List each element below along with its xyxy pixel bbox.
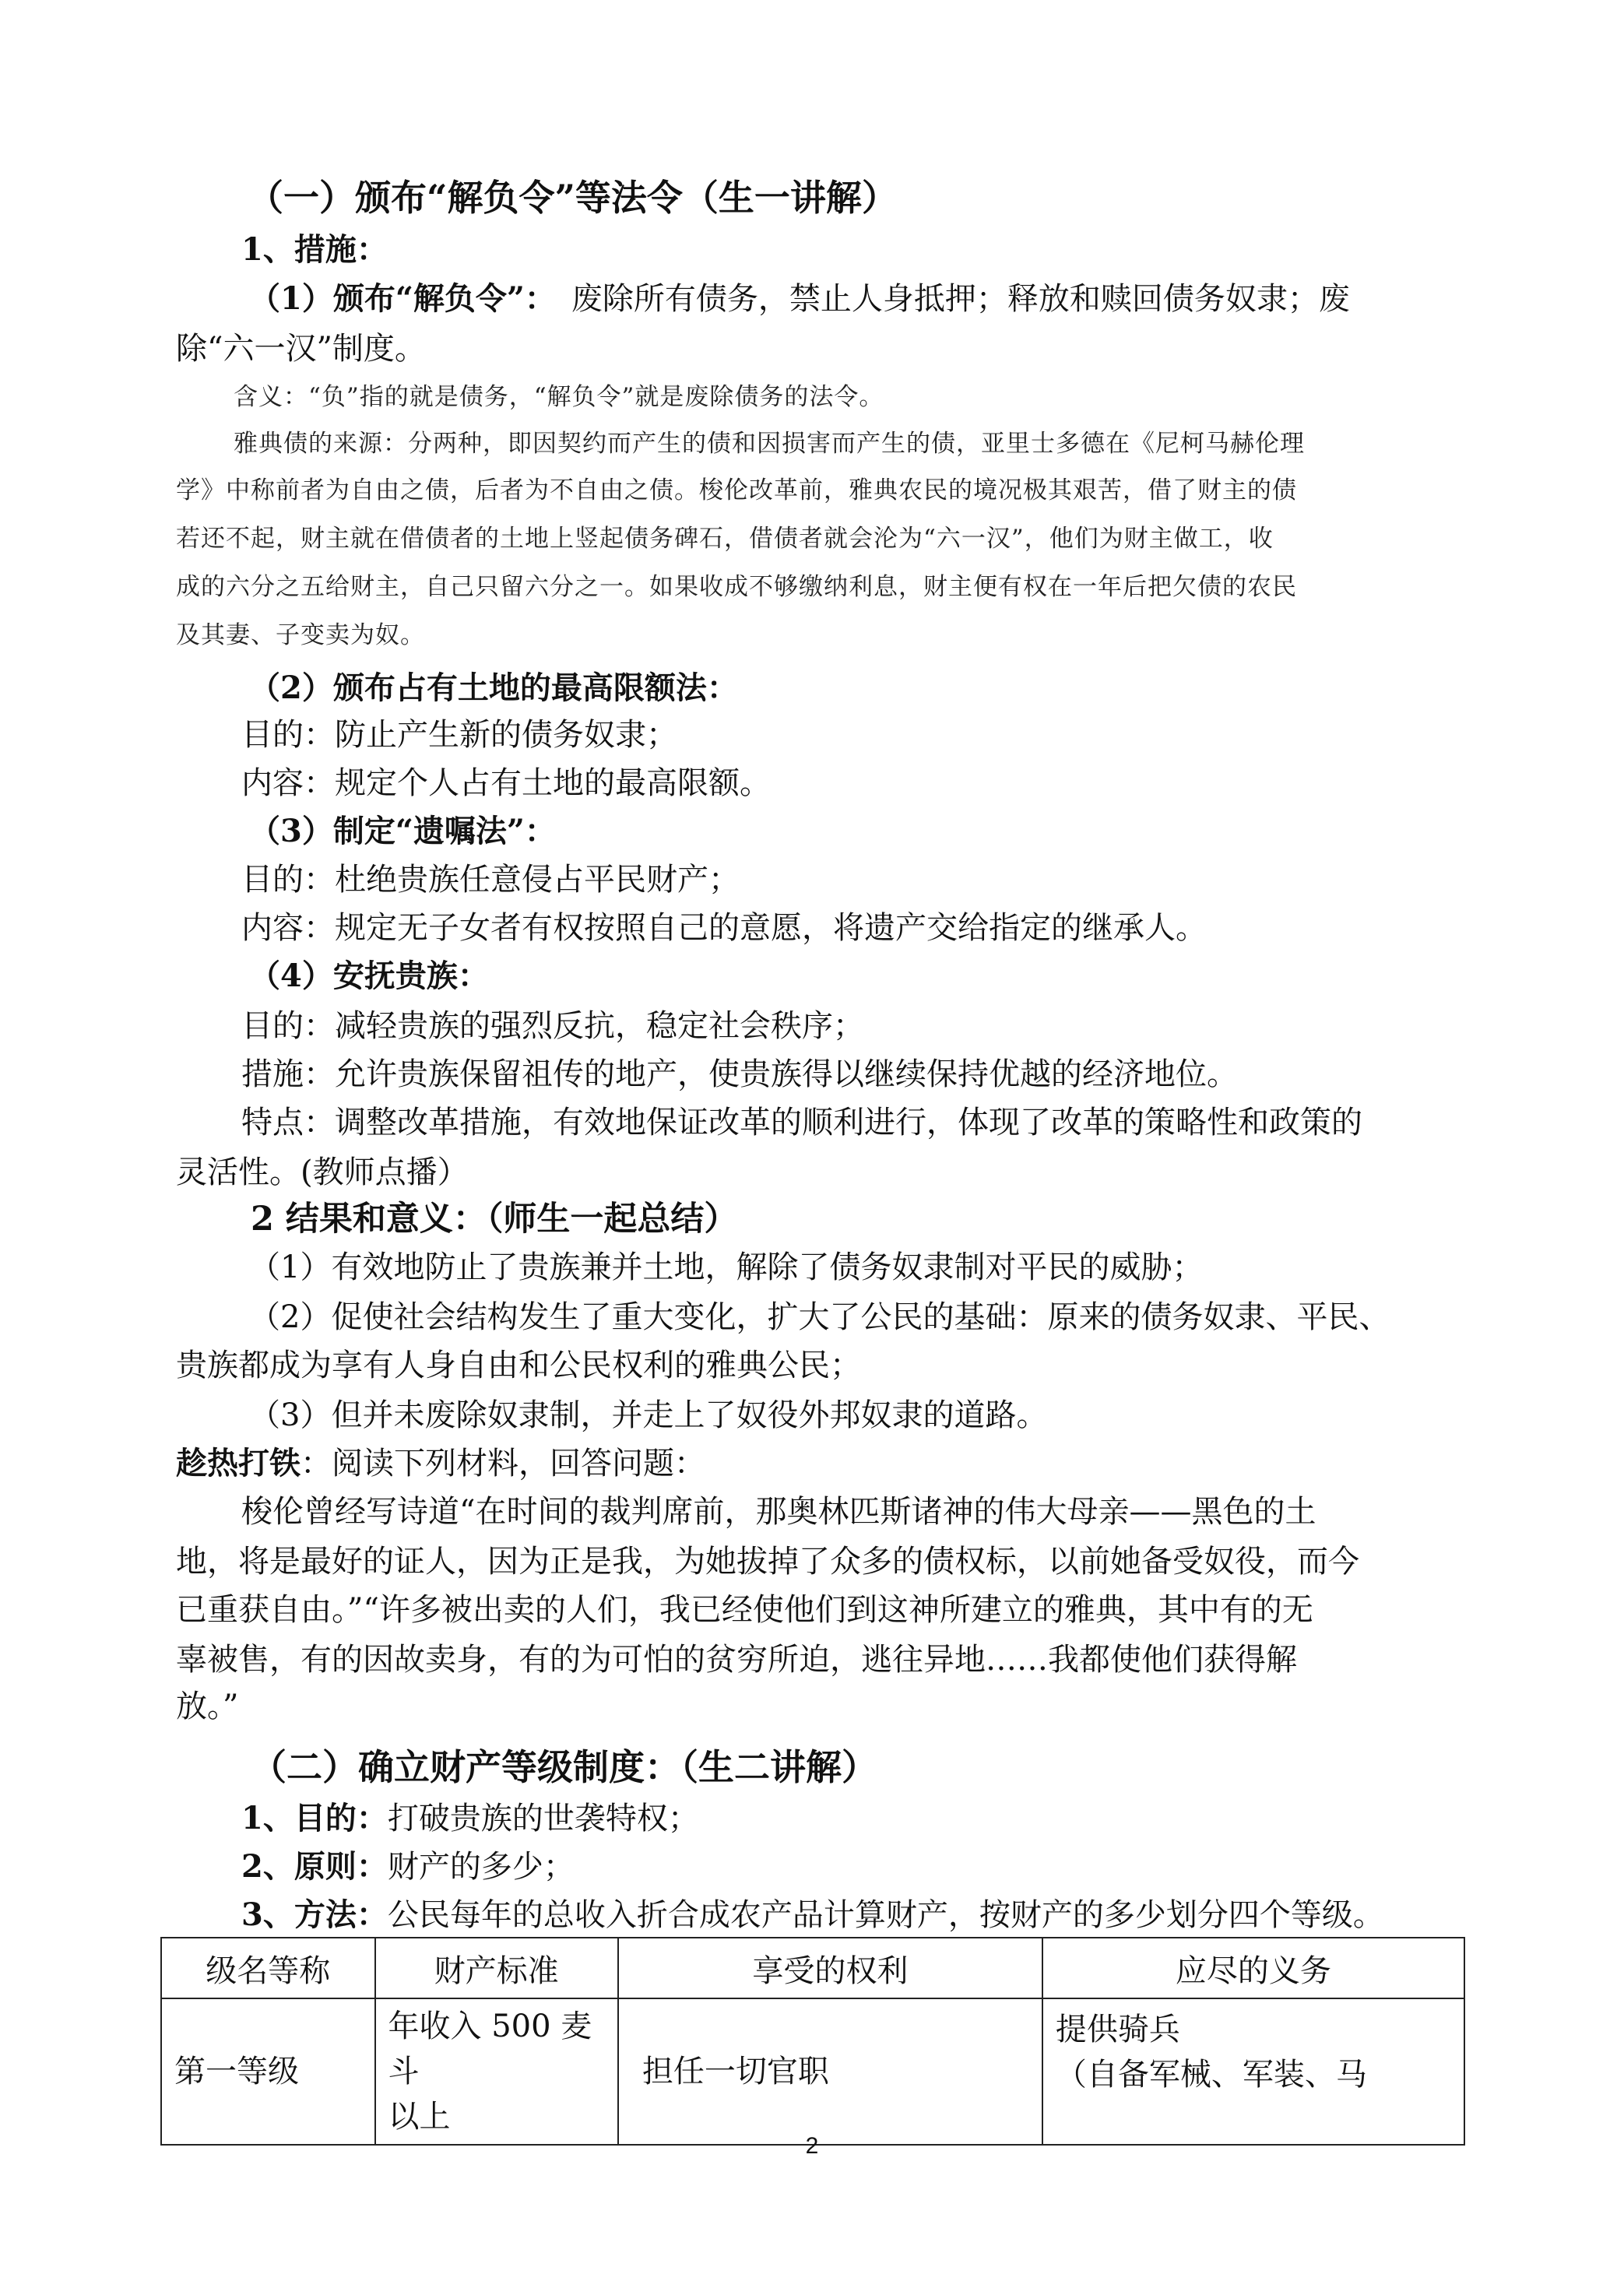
result-2-b: 贵族都成为享有人身自由和公民权利的雅典公民；: [176, 1348, 861, 1383]
exercise-line-4: 辜被售，有的因故卖身，有的为可怕的贫穷所迫，逃往异地……我都使他们获得解: [176, 1642, 1297, 1678]
exercise-line-1: 梭伦曾经写诗道“在时间的裁判席前，那奥林匹斯诸神的伟大母亲——黑色的土: [241, 1494, 1316, 1530]
source-line-1: 雅典债的来源：分两种，即因契约而产生的债和因损害而产生的债，亚里士多德在《尼柯马赫伦理: [234, 430, 1305, 458]
result-1: （1）有效地防止了贵族兼并土地，解除了债务奴隶制对平民的威胁；: [249, 1249, 1204, 1285]
standard-cell: [375, 1998, 618, 2145]
exercise-line-5: 放。”: [176, 1689, 239, 1724]
rights-cell: 担任一切官职: [618, 1998, 1042, 2145]
item3-title: （3）制定“遗嘱法”：: [249, 813, 556, 849]
principle-label: 2、原则：: [241, 1848, 388, 1885]
method-text: 公民每年的总收入折合成农产品计算财产，按财产的多少划分四个等级。: [387, 1897, 1384, 1933]
item4-feature-a: 特点：调整改革措施，有效地保证改革的顺利进行，体现了改革的策略性和政策的: [241, 1105, 1362, 1140]
item3-content: 内容：规定无子女者有权按照自己的意愿，将遗产交给指定的继承人。: [241, 910, 1207, 946]
method-line: [241, 1893, 1384, 1937]
method-label: 3、方法：: [241, 1896, 388, 1933]
table-header: 应尽的义务: [1042, 1938, 1464, 1998]
principle-line: [241, 1845, 575, 1889]
duty-line-b: （自备军械、军装、马: [1055, 2057, 1367, 2093]
table-header: 享受的权利: [618, 1938, 1042, 1998]
item1-line: [249, 277, 1350, 321]
item4-title: （4）安抚贵族：: [249, 958, 489, 994]
source-line-5: 及其妻、子变卖为奴。: [176, 621, 425, 649]
exercise-line-3: 已重获自由。”“许多被出卖的人们，我已经使他们到这神所建立的雅典，其中有的无: [176, 1592, 1313, 1628]
source-line-4: 成的六分之五给财主，自己只留六分之一。如果收成不够缴纳利息，财主便有权在一年后把欠债的农民: [176, 573, 1297, 601]
section2-heading: （二）确立财产等级制度：（生二讲解）: [251, 1746, 877, 1788]
measures-title: 1、措施：: [241, 231, 388, 268]
result-title: 2 结果和意义：（师生一起总结）: [251, 1200, 738, 1239]
table-header-row: [161, 1938, 1464, 1998]
item2-title: （2）颁布占有土地的最高限额法：: [249, 670, 738, 706]
meaning-note: 含义：“负”指的就是债务，“解负令”就是废除债务的法令。: [234, 383, 884, 411]
item4-feature-b: 灵活性。(教师点播）: [176, 1155, 469, 1190]
page-number: 2: [805, 2133, 819, 2159]
standard-line-b: 以上: [388, 2099, 451, 2135]
purpose-text: 打破贵族的世袭特权；: [387, 1801, 699, 1836]
property-grade-table: [160, 1937, 1465, 2146]
item3-purpose: 目的：杜绝贵族任意侵占平民财产；: [241, 862, 740, 898]
table-row: [161, 1998, 1464, 2145]
principle-text: 财产的多少；: [387, 1849, 575, 1885]
purpose-label: 1、目的：: [241, 1800, 388, 1836]
item2-purpose: 目的：防止产生新的债务奴隶；: [241, 717, 677, 753]
exercise-prompt: ：阅读下列材料，回答问题：: [301, 1446, 705, 1481]
duty-line-a: 提供骑兵: [1055, 2012, 1180, 2047]
result-2-a: （2）促使社会结构发生了重大变化，扩大了公民的基础：原来的债务奴隶、平民、: [249, 1299, 1390, 1335]
item1-text-a: 废除所有债务，禁止人身抵押；释放和赎回债务奴隶；废: [571, 281, 1350, 317]
standard-line-a: 年收入 500 麦斗: [388, 2009, 592, 2089]
section1-heading: （一）颁布“解负令”等法令（生一讲解）: [248, 177, 898, 219]
source-line-3: 若还不起，财主就在借债者的土地上竖起债务碑石，借债者就会沦为“六一汉”，他们为财主做工，收: [176, 525, 1274, 553]
exercise-line-2: 地，将是最好的证人，因为正是我，为她拔掉了众多的债权标，以前她备受奴役，而今: [176, 1544, 1359, 1580]
grade-cell: 第一等级: [161, 1998, 375, 2145]
item4-purpose: 目的：减轻贵族的强烈反抗，稳定社会秩序；: [241, 1008, 864, 1044]
purpose-line: [241, 1797, 699, 1840]
exercise-intro: [176, 1442, 705, 1485]
duty-cell: [1042, 1998, 1464, 2145]
item1-label: （1）颁布“解负令”：: [249, 280, 556, 317]
item4-measure: 措施：允许贵族保留祖传的地产，使贵族得以继续保持优越的经济地位。: [241, 1056, 1238, 1092]
result-3: （3）但并未废除奴隶制，并走上了奴役外邦奴隶的道路。: [249, 1397, 1048, 1433]
source-line-2: 学》中称前者为自由之债，后者为不自由之债。梭伦改革前，雅典农民的境况极其艰苦，借了财主的债: [176, 476, 1297, 504]
item2-content: 内容：规定个人占有土地的最高限额。: [241, 765, 771, 801]
exercise-label: 趁热打铁: [176, 1445, 301, 1481]
table-header: 财产标准: [375, 1938, 618, 1998]
item1-text-b: 除“六一汉”制度。: [176, 331, 426, 367]
table-header: 级名等称: [161, 1938, 375, 1998]
